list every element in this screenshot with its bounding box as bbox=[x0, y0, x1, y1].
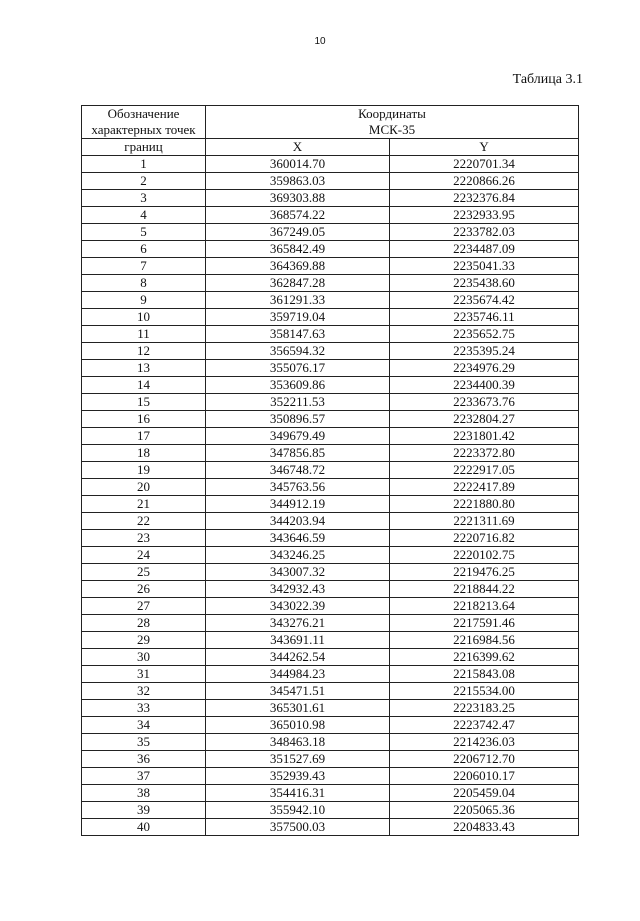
x-coordinate-cell: 343007.32 bbox=[206, 564, 390, 581]
point-number-cell: 20 bbox=[82, 479, 206, 496]
header-x: X bbox=[206, 139, 390, 156]
y-coordinate-cell: 2204833.43 bbox=[390, 819, 579, 836]
x-coordinate-cell: 343276.21 bbox=[206, 615, 390, 632]
table-row bbox=[82, 309, 579, 326]
y-coordinate-cell: 2220716.82 bbox=[390, 530, 579, 547]
y-coordinate-cell: 2218844.22 bbox=[390, 581, 579, 598]
x-coordinate-cell: 349679.49 bbox=[206, 428, 390, 445]
table-row bbox=[82, 751, 579, 768]
y-coordinate-cell: 2235652.75 bbox=[390, 326, 579, 343]
y-coordinate-cell: 2232804.27 bbox=[390, 411, 579, 428]
point-number-cell: 40 bbox=[82, 819, 206, 836]
point-number-cell: 34 bbox=[82, 717, 206, 734]
x-coordinate-cell: 361291.33 bbox=[206, 292, 390, 309]
y-coordinate-cell: 2215534.00 bbox=[390, 683, 579, 700]
x-coordinate-cell: 353609.86 bbox=[206, 377, 390, 394]
point-number-cell: 6 bbox=[82, 241, 206, 258]
x-coordinate-cell: 348463.18 bbox=[206, 734, 390, 751]
x-coordinate-cell: 359719.04 bbox=[206, 309, 390, 326]
y-coordinate-cell: 2231801.42 bbox=[390, 428, 579, 445]
table-row bbox=[82, 258, 579, 275]
table-row bbox=[82, 479, 579, 496]
y-coordinate-cell: 2216984.56 bbox=[390, 632, 579, 649]
x-coordinate-cell: 345763.56 bbox=[206, 479, 390, 496]
x-coordinate-cell: 365010.98 bbox=[206, 717, 390, 734]
x-coordinate-cell: 344984.23 bbox=[206, 666, 390, 683]
x-coordinate-cell: 355942.10 bbox=[206, 802, 390, 819]
point-number-cell: 24 bbox=[82, 547, 206, 564]
point-number-cell: 22 bbox=[82, 513, 206, 530]
y-coordinate-cell: 2220701.34 bbox=[390, 156, 579, 173]
x-coordinate-cell: 343246.25 bbox=[206, 547, 390, 564]
x-coordinate-cell: 343646.59 bbox=[206, 530, 390, 547]
table-row bbox=[82, 785, 579, 802]
x-coordinate-cell: 346748.72 bbox=[206, 462, 390, 479]
point-number-cell: 18 bbox=[82, 445, 206, 462]
point-number-cell: 26 bbox=[82, 581, 206, 598]
table-row bbox=[82, 768, 579, 785]
table-row bbox=[82, 360, 579, 377]
x-coordinate-cell: 355076.17 bbox=[206, 360, 390, 377]
y-coordinate-cell: 2205065.36 bbox=[390, 802, 579, 819]
table-row bbox=[82, 224, 579, 241]
y-coordinate-cell: 2234487.09 bbox=[390, 241, 579, 258]
x-coordinate-cell: 344262.54 bbox=[206, 649, 390, 666]
y-coordinate-cell: 2232376.84 bbox=[390, 190, 579, 207]
y-coordinate-cell: 2235395.24 bbox=[390, 343, 579, 360]
point-number-cell: 25 bbox=[82, 564, 206, 581]
x-coordinate-cell: 368574.22 bbox=[206, 207, 390, 224]
x-coordinate-cell: 354416.31 bbox=[206, 785, 390, 802]
x-coordinate-cell: 345471.51 bbox=[206, 683, 390, 700]
table-row bbox=[82, 649, 579, 666]
table-row bbox=[82, 717, 579, 734]
header-designation-line-1: Обозначение bbox=[107, 106, 180, 121]
y-coordinate-cell: 2221311.69 bbox=[390, 513, 579, 530]
x-coordinate-cell: 359863.03 bbox=[206, 173, 390, 190]
y-coordinate-cell: 2233782.03 bbox=[390, 224, 579, 241]
point-number-cell: 9 bbox=[82, 292, 206, 309]
x-coordinate-cell: 365842.49 bbox=[206, 241, 390, 258]
point-number-cell: 38 bbox=[82, 785, 206, 802]
y-coordinate-cell: 2220102.75 bbox=[390, 547, 579, 564]
point-number-cell: 7 bbox=[82, 258, 206, 275]
point-number-cell: 33 bbox=[82, 700, 206, 717]
header-designation-line-2: характерных точек bbox=[91, 122, 196, 137]
point-number-cell: 36 bbox=[82, 751, 206, 768]
y-coordinate-cell: 2206010.17 bbox=[390, 768, 579, 785]
header-coordinates bbox=[206, 106, 579, 139]
y-coordinate-cell: 2222417.89 bbox=[390, 479, 579, 496]
point-number-cell: 23 bbox=[82, 530, 206, 547]
point-number-cell: 14 bbox=[82, 377, 206, 394]
table-row bbox=[82, 377, 579, 394]
point-number-cell: 21 bbox=[82, 496, 206, 513]
table-row bbox=[82, 564, 579, 581]
x-coordinate-cell: 365301.61 bbox=[206, 700, 390, 717]
point-number-cell: 11 bbox=[82, 326, 206, 343]
table-caption: Таблица 3.1 bbox=[512, 72, 583, 87]
point-number-cell: 27 bbox=[82, 598, 206, 615]
x-coordinate-cell: 369303.88 bbox=[206, 190, 390, 207]
header-y: Y bbox=[390, 139, 579, 156]
table-row bbox=[82, 802, 579, 819]
table-row bbox=[82, 428, 579, 445]
point-number-cell: 19 bbox=[82, 462, 206, 479]
x-coordinate-cell: 352211.53 bbox=[206, 394, 390, 411]
point-number-cell: 35 bbox=[82, 734, 206, 751]
y-coordinate-cell: 2215843.08 bbox=[390, 666, 579, 683]
y-coordinate-cell: 2217591.46 bbox=[390, 615, 579, 632]
x-coordinate-cell: 347856.85 bbox=[206, 445, 390, 462]
x-coordinate-cell: 360014.70 bbox=[206, 156, 390, 173]
point-number-cell: 17 bbox=[82, 428, 206, 445]
point-number-cell: 29 bbox=[82, 632, 206, 649]
table-row bbox=[82, 530, 579, 547]
point-number-cell: 15 bbox=[82, 394, 206, 411]
y-coordinate-cell: 2223742.47 bbox=[390, 717, 579, 734]
table-body bbox=[82, 156, 579, 836]
table-row bbox=[82, 275, 579, 292]
y-coordinate-cell: 2219476.25 bbox=[390, 564, 579, 581]
table-row bbox=[82, 394, 579, 411]
table-row bbox=[82, 445, 579, 462]
point-number-cell: 3 bbox=[82, 190, 206, 207]
table-row bbox=[82, 581, 579, 598]
point-number-cell: 30 bbox=[82, 649, 206, 666]
x-coordinate-cell: 351527.69 bbox=[206, 751, 390, 768]
table-row bbox=[82, 513, 579, 530]
header-designation bbox=[82, 106, 206, 139]
x-coordinate-cell: 367249.05 bbox=[206, 224, 390, 241]
point-number-cell: 4 bbox=[82, 207, 206, 224]
page-number: 10 bbox=[314, 36, 326, 47]
table-row bbox=[82, 207, 579, 224]
y-coordinate-cell: 2205459.04 bbox=[390, 785, 579, 802]
table-row bbox=[82, 632, 579, 649]
y-coordinate-cell: 2220866.26 bbox=[390, 173, 579, 190]
x-coordinate-cell: 344203.94 bbox=[206, 513, 390, 530]
y-coordinate-cell: 2216399.62 bbox=[390, 649, 579, 666]
y-coordinate-cell: 2234400.39 bbox=[390, 377, 579, 394]
point-number-cell: 39 bbox=[82, 802, 206, 819]
y-coordinate-cell: 2223372.80 bbox=[390, 445, 579, 462]
y-coordinate-cell: 2221880.80 bbox=[390, 496, 579, 513]
header-designation-line-3: границ bbox=[82, 139, 206, 156]
x-coordinate-cell: 357500.03 bbox=[206, 819, 390, 836]
table-row bbox=[82, 496, 579, 513]
x-coordinate-cell: 342932.43 bbox=[206, 581, 390, 598]
table-row bbox=[82, 411, 579, 428]
y-coordinate-cell: 2235746.11 bbox=[390, 309, 579, 326]
point-number-cell: 28 bbox=[82, 615, 206, 632]
table-row bbox=[82, 734, 579, 751]
y-coordinate-cell: 2235674.42 bbox=[390, 292, 579, 309]
x-coordinate-cell: 343022.39 bbox=[206, 598, 390, 615]
point-number-cell: 5 bbox=[82, 224, 206, 241]
x-coordinate-cell: 350896.57 bbox=[206, 411, 390, 428]
table-row bbox=[82, 156, 579, 173]
table-row bbox=[82, 683, 579, 700]
point-number-cell: 31 bbox=[82, 666, 206, 683]
table-row bbox=[82, 241, 579, 258]
y-coordinate-cell: 2214236.03 bbox=[390, 734, 579, 751]
point-number-cell: 32 bbox=[82, 683, 206, 700]
point-number-cell: 10 bbox=[82, 309, 206, 326]
table-row bbox=[82, 615, 579, 632]
point-number-cell: 13 bbox=[82, 360, 206, 377]
x-coordinate-cell: 364369.88 bbox=[206, 258, 390, 275]
table-row bbox=[82, 292, 579, 309]
y-coordinate-cell: 2235438.60 bbox=[390, 275, 579, 292]
y-coordinate-cell: 2218213.64 bbox=[390, 598, 579, 615]
point-number-cell: 2 bbox=[82, 173, 206, 190]
y-coordinate-cell: 2206712.70 bbox=[390, 751, 579, 768]
table-row bbox=[82, 598, 579, 615]
y-coordinate-cell: 2223183.25 bbox=[390, 700, 579, 717]
coordinates-table bbox=[81, 105, 579, 836]
x-coordinate-cell: 362847.28 bbox=[206, 275, 390, 292]
table-row bbox=[82, 462, 579, 479]
table-row bbox=[82, 700, 579, 717]
table-row bbox=[82, 190, 579, 207]
header-coordinates-line-1: Координаты bbox=[358, 106, 426, 121]
y-coordinate-cell: 2232933.95 bbox=[390, 207, 579, 224]
y-coordinate-cell: 2222917.05 bbox=[390, 462, 579, 479]
y-coordinate-cell: 2235041.33 bbox=[390, 258, 579, 275]
table-row bbox=[82, 666, 579, 683]
x-coordinate-cell: 356594.32 bbox=[206, 343, 390, 360]
header-coordinates-line-2: МСК-35 bbox=[368, 122, 416, 137]
table-row bbox=[82, 173, 579, 190]
point-number-cell: 12 bbox=[82, 343, 206, 360]
point-number-cell: 16 bbox=[82, 411, 206, 428]
point-number-cell: 37 bbox=[82, 768, 206, 785]
y-coordinate-cell: 2234976.29 bbox=[390, 360, 579, 377]
x-coordinate-cell: 344912.19 bbox=[206, 496, 390, 513]
table-row bbox=[82, 819, 579, 836]
table-row bbox=[82, 326, 579, 343]
point-number-cell: 1 bbox=[82, 156, 206, 173]
x-coordinate-cell: 343691.11 bbox=[206, 632, 390, 649]
x-coordinate-cell: 352939.43 bbox=[206, 768, 390, 785]
x-coordinate-cell: 358147.63 bbox=[206, 326, 390, 343]
table-row bbox=[82, 343, 579, 360]
y-coordinate-cell: 2233673.76 bbox=[390, 394, 579, 411]
point-number-cell: 8 bbox=[82, 275, 206, 292]
table-row bbox=[82, 547, 579, 564]
